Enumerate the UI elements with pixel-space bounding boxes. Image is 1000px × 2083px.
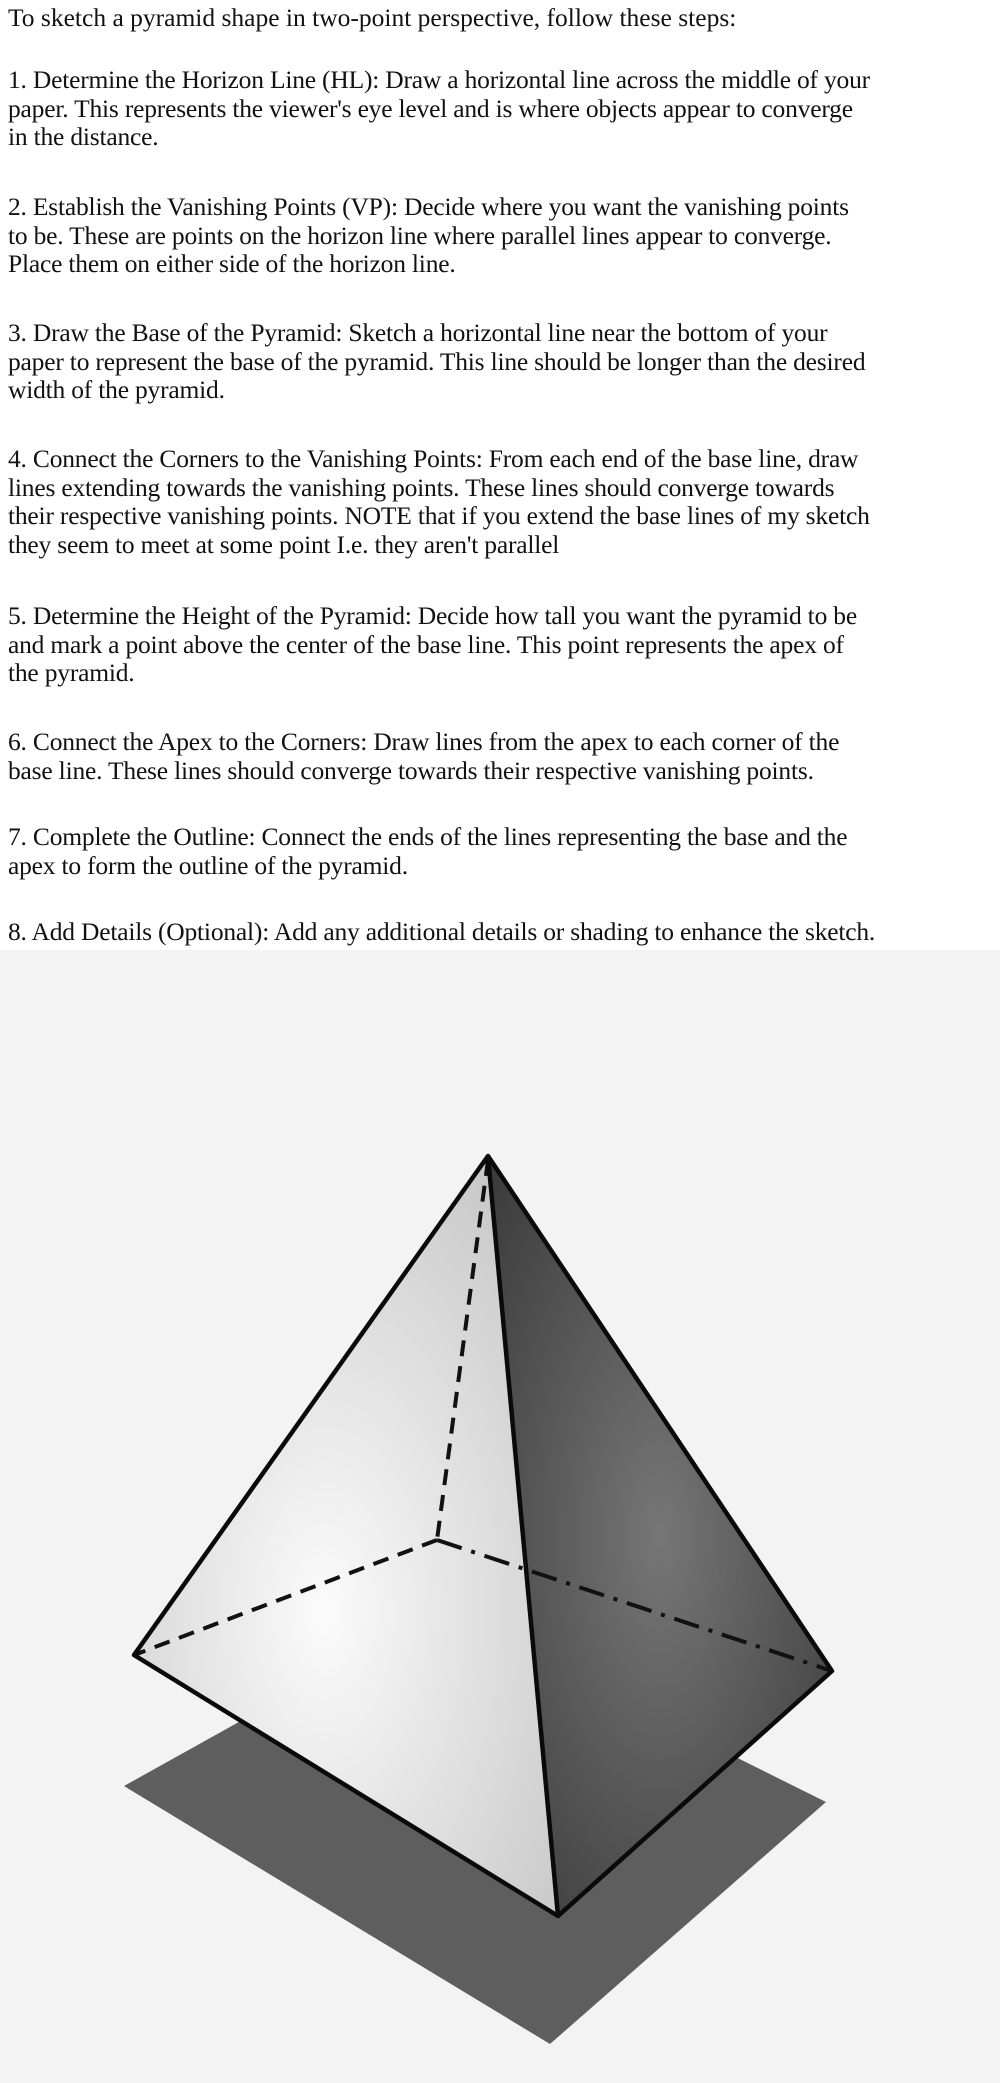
step-line: apex to form the outline of the pyramid.	[8, 850, 408, 880]
step-line: width of the pyramid.	[8, 375, 225, 405]
step-4	[8, 445, 870, 559]
step-line: the pyramid.	[8, 658, 135, 688]
step-line: 6. Connect the Apex to the Corners: Draw lines from the apex to each corner of the	[8, 727, 840, 756]
step-5	[8, 602, 857, 688]
step-line: 1. Determine the Horizon Line (HL): Draw a horizontal line across the middle of your	[8, 65, 870, 94]
step-line: in the distance.	[8, 122, 159, 152]
step-line: lines extending towards the vanishing points. These lines should converge towards	[8, 472, 835, 502]
pyramid-illustration	[0, 950, 1000, 2083]
step-1	[8, 66, 870, 152]
intro-text: To sketch a pyramid shape in two-point perspective, follow these steps:	[8, 3, 737, 32]
step-3	[8, 319, 865, 405]
step-2	[8, 193, 849, 279]
pyramid-figure	[0, 950, 1000, 2083]
step-line: paper. This represents the viewer's eye level and is where objects appear to converge	[8, 93, 853, 123]
step-7	[8, 823, 847, 880]
step-line: 7. Complete the Outline: Connect the ends of the lines representing the base and the	[8, 822, 848, 851]
step-line: 8. Add Details (Optional): Add any additional details or shading to enhance the sketch.	[8, 917, 876, 946]
step-line: 4. Connect the Corners to the Vanishing Points: From each end of the base line, draw	[8, 444, 859, 473]
step-line: they seem to meet at some point I.e. they aren't parallel	[8, 529, 560, 559]
step-line: Place them on either side of the horizon line.	[8, 249, 456, 279]
step-line: 5. Determine the Height of the Pyramid: Decide how tall you want the pyramid to be	[8, 601, 857, 630]
step-line: and mark a point above the center of the base line. This point represents the apex of	[8, 629, 844, 659]
step-line: 2. Establish the Vanishing Points (VP): Decide where you want the vanishing points	[8, 192, 849, 221]
step-6	[8, 728, 839, 785]
step-8	[8, 918, 875, 947]
step-line: base line. These lines should converge towards their respective vanishing points.	[8, 755, 814, 785]
step-line: to be. These are points on the horizon line where parallel lines appear to converge.	[8, 220, 832, 250]
step-line: their respective vanishing points. NOTE that if you extend the base lines of my sketch	[8, 501, 870, 531]
step-line: 3. Draw the Base of the Pyramid: Sketch a horizontal line near the bottom of your	[8, 318, 828, 347]
step-line: paper to represent the base of the pyramid. This line should be longer than the desired	[8, 346, 866, 376]
